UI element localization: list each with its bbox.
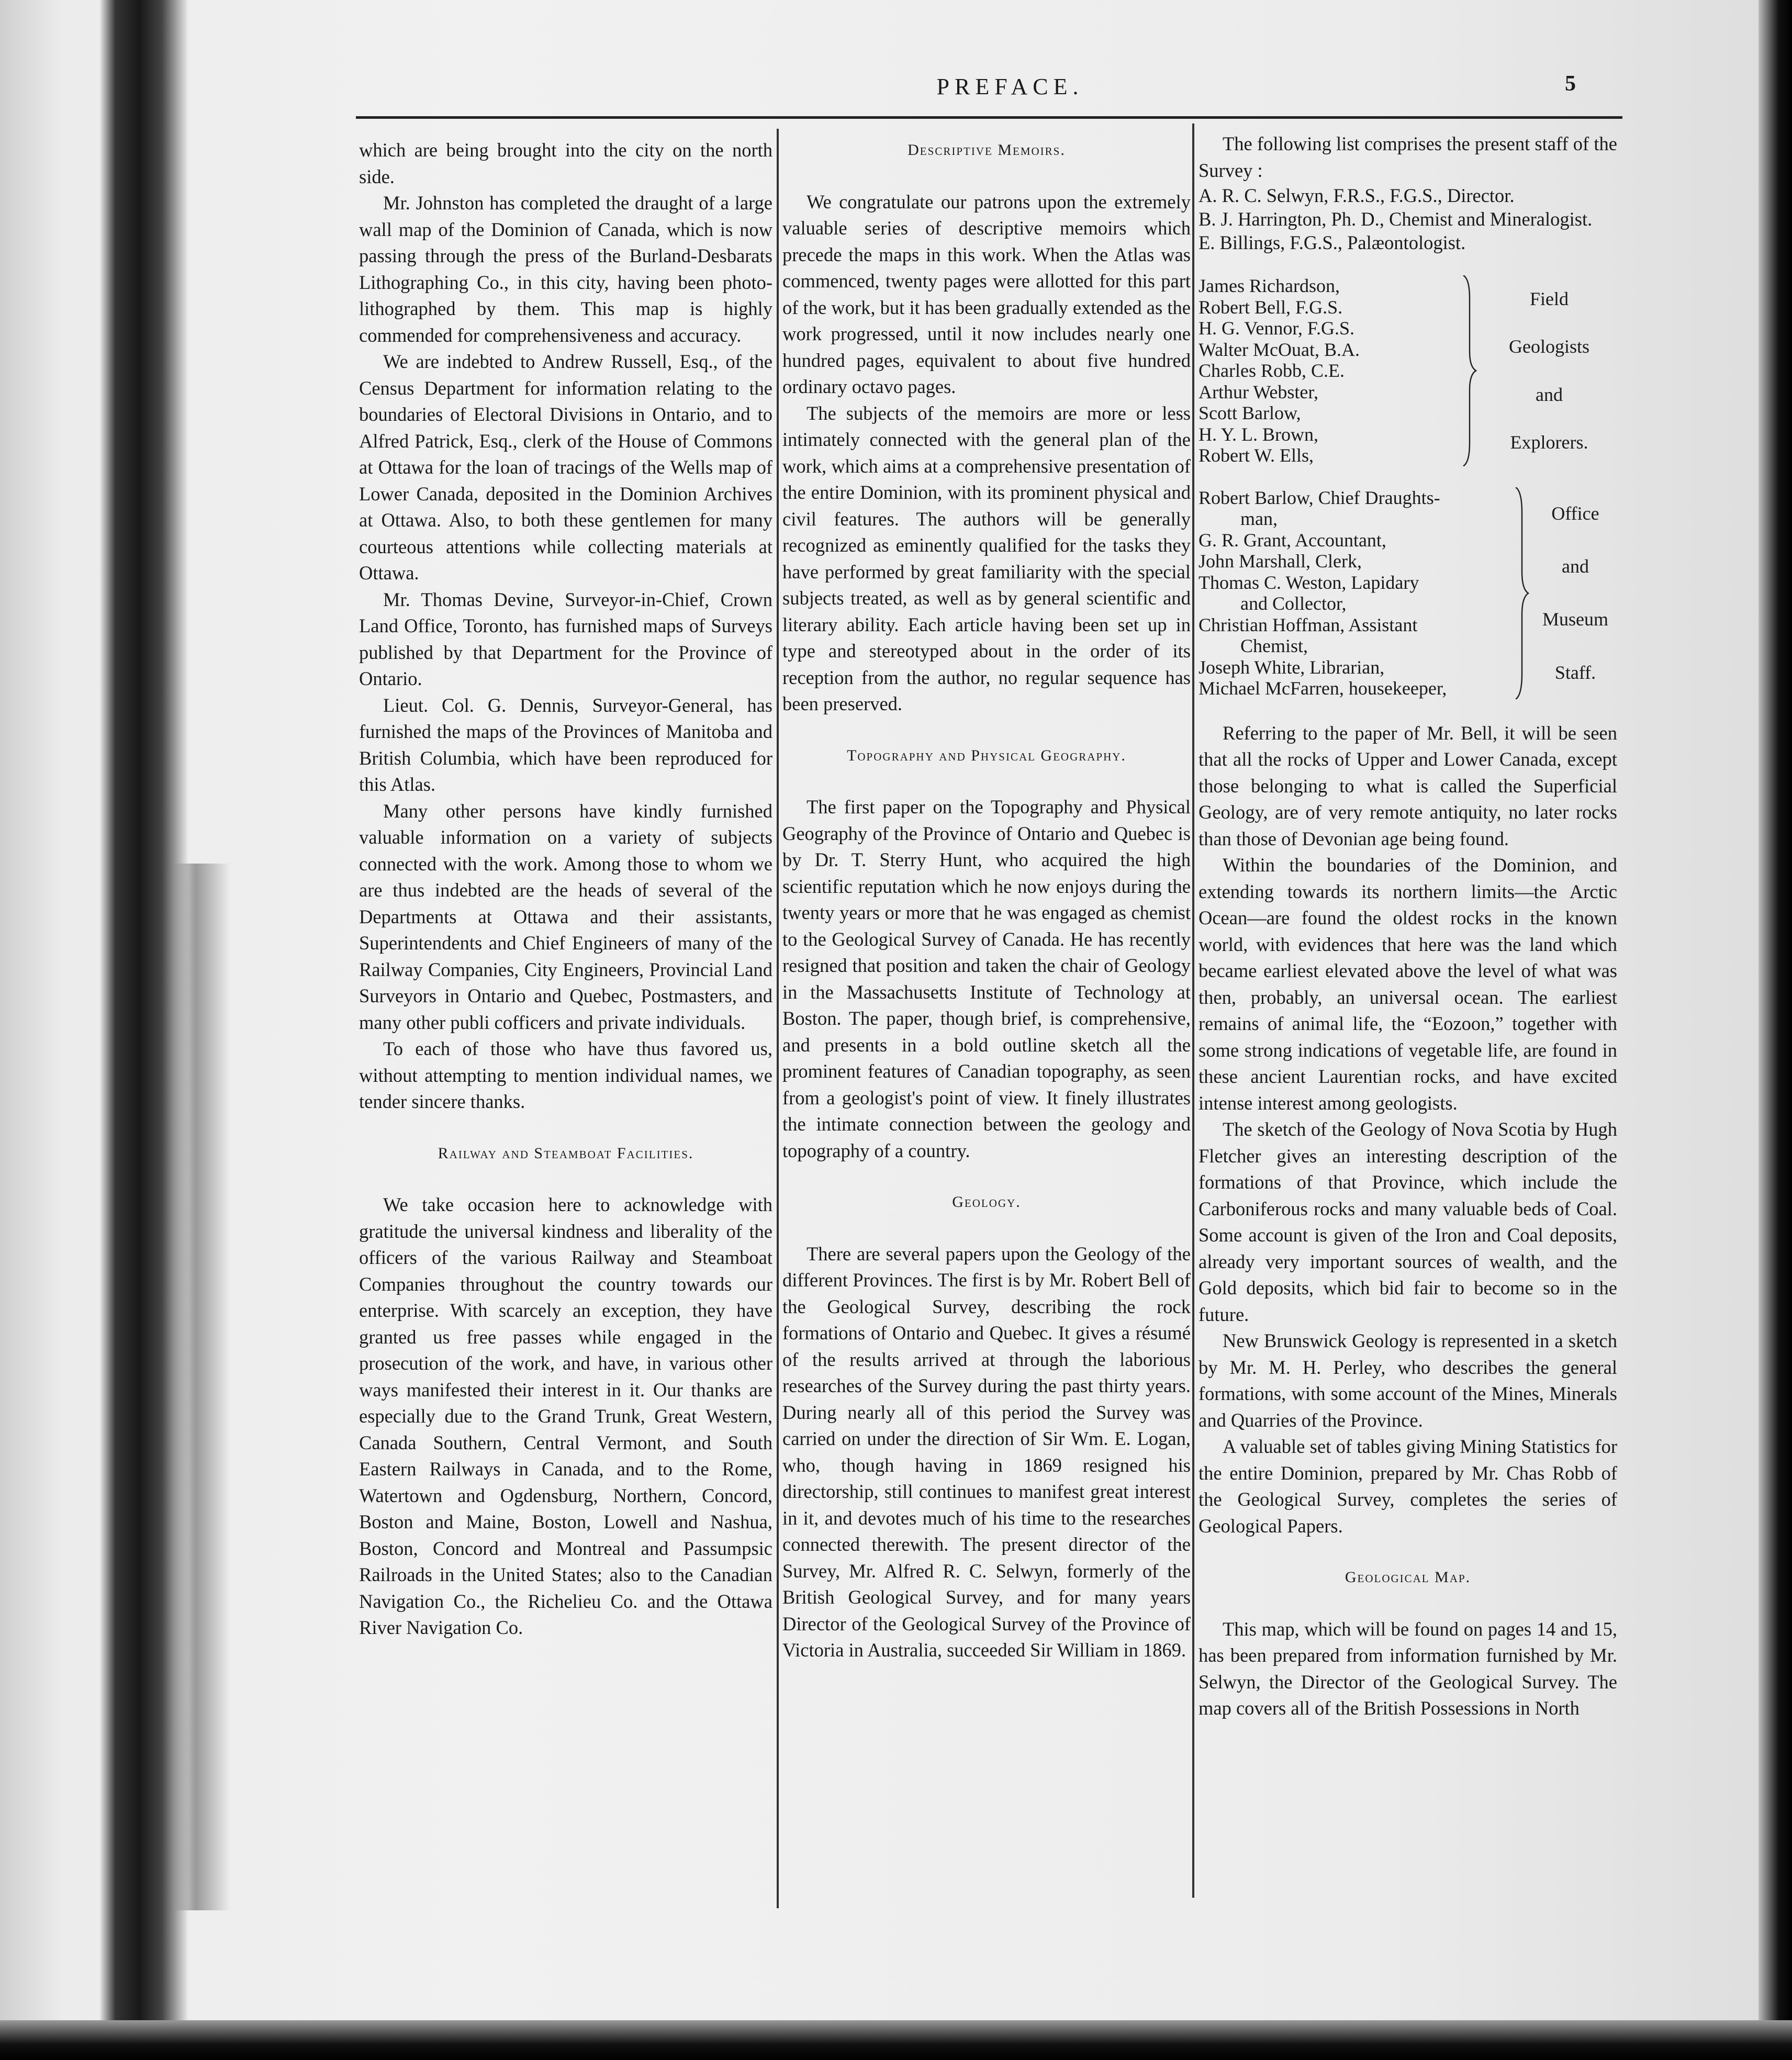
brace-icon xyxy=(1460,275,1481,466)
office-names xyxy=(1199,487,1513,699)
column-rule-2 xyxy=(1192,124,1194,1898)
column-left xyxy=(359,137,772,1641)
field-name: Robert W. Ells, xyxy=(1199,445,1314,466)
office-role xyxy=(1533,487,1617,699)
role-word: and xyxy=(1562,556,1589,577)
field-name: Walter McOuat, B.A. xyxy=(1199,339,1360,360)
staff-director: A. R. C. Selwyn, F.R.S., F.G.S., Director. xyxy=(1199,185,1515,206)
paragraph: New Brunswick Geology is represented in a sketch by Mr. M. H. Perley, who describes the general formations, with some account of the Mines, Minerals and Quarries of the Province. xyxy=(1199,1330,1617,1431)
office-name: man, xyxy=(1240,508,1278,529)
paragraph: Many other persons have kindly furnished valuable information on a variety of subjects connected with the work. Among those to whom we are thus indebted are the heads of several of the Departments at Ottawa and their assistants, Superintendents and Chief Engineers of many of the Railway Companies, City Engineers, Provincial Land Surveyors in Ontario and Quebec, Postmasters, and many other publi cofficers and private individuals. xyxy=(359,800,772,1033)
office-name: John Marshall, Clerk, xyxy=(1199,551,1362,572)
paragraph: There are several papers upon the Geology of the different Provinces. The first is by Mr. Robert Bell of the Geological Survey, describing the rock formations of Ontario and Quebec. It gives a résumé of the results arrived at through the laborious researches of the Survey during the past thirty years. During nearly all of this period the Survey was carried on under the direction of Sir Wm. E. Logan, who, though having in 1869 resigned his directorship, still continues to manifest great interest in it, and devotes much of his time to the researches connected therewith. The present director of the Survey, Mr. Alfred R. C. Selwyn, formerly of the British Geological Survey, and for many years Director of the Geological Survey of the Province of Victoria in Australia, succeeded Sir William in 1869. xyxy=(782,1242,1191,1661)
column-right xyxy=(1199,131,1617,1722)
field-names xyxy=(1199,275,1460,466)
column-middle xyxy=(782,137,1191,1664)
field-role xyxy=(1481,275,1617,466)
field-name: H. Y. L. Brown, xyxy=(1199,423,1319,445)
paragraph: which are being brought into the city on the north side. xyxy=(359,139,772,187)
paragraph: Mr. Johnston has completed the draught of a large wall map of the Dominion of Canada, which is now passing through the press of the Burland-Desbarats Lithographing Co., in this city, having been photo-lithographed by them. This map is highly commended for comprehensiveness and accuracy. xyxy=(359,192,772,346)
paragraph: Lieut. Col. G. Dennis, Surveyor-General, has furnished the maps of the Provinces of Manitoba and British Columbia, which have been reproduced for this Atlas. xyxy=(359,694,772,795)
staff-chemist: B. J. Harrington, Ph. D., Chemist and Mineralogist. xyxy=(1199,208,1593,230)
section-heading-map: Geological Map. xyxy=(1345,1569,1471,1586)
section-heading-railway: Railway and Steamboat Facilities. xyxy=(438,1144,694,1162)
role-word: Staff. xyxy=(1554,662,1596,683)
role-word: Museum xyxy=(1542,609,1608,630)
section-heading-geology: Geology. xyxy=(952,1193,1021,1211)
brace-icon xyxy=(1513,487,1533,699)
role-word: Geologists xyxy=(1508,336,1589,357)
role-word: Office xyxy=(1551,502,1599,524)
office-name: Joseph White, Librarian, xyxy=(1199,656,1385,678)
header-rule xyxy=(356,116,1622,119)
section-heading-topography: Topography and Physical Geography. xyxy=(847,746,1126,764)
paragraph: The sketch of the Geology of Nova Scotia by Hugh Fletcher gives an interesting description of the formations of that Province, which include the Carboniferous rocks and many valuable beds of Coal. Some account is given of the Iron and Coal deposits, already very important sources of wealth, and the Gold deposits, which bid fair to become so in the future. xyxy=(1199,1118,1617,1325)
paragraph: The subjects of the memoirs are more or less intimately connected with the general plan of the work, which aims at a comprehensive presentation of the entire Dominion, with its prominent physical and civil features. The authors will be generally recognized as eminently qualified for the tasks they have performed by great familiarity with the special subjects treated, as well as by general scientific and literary ability. Each article having been set up in type and stereotyped about in the order of its reception from the author, no regular sequence has been preserved. xyxy=(782,402,1191,714)
field-name: Scott Barlow, xyxy=(1199,402,1301,423)
field-staff-list xyxy=(1199,275,1617,466)
office-name: G. R. Grant, Accountant, xyxy=(1199,529,1386,551)
office-name: Michael McFarren, housekeeper, xyxy=(1199,678,1447,699)
field-name: Arthur Webster, xyxy=(1199,381,1318,402)
role-word: Field xyxy=(1529,288,1569,310)
page-edge-bottom xyxy=(0,2020,1792,2060)
paragraph: The following list comprises the present staff of the Survey : xyxy=(1199,133,1617,181)
office-name: Robert Barlow, Chief Draughts- xyxy=(1199,487,1440,508)
field-name: James Richardson, xyxy=(1199,275,1340,296)
running-title: PREFACE. xyxy=(936,74,1084,99)
staff-palaeontologist: E. Billings, F.G.S., Palæontologist. xyxy=(1199,232,1466,253)
section-heading-memoirs: Descriptive Memoirs. xyxy=(908,141,1066,159)
role-word: and xyxy=(1536,384,1563,405)
paragraph: Within the boundaries of the Dominion, and extending towards its northern limits—the Arctic Ocean—are found the oldest rocks in the known world, with evidences that here was the land which became earliest elevated above the level of what was then, probably, an universal ocean. The earliest remains of animal life, the “Eozoon,” together with some strong indications of vegetable life, are found in these ancient Laurentian rocks, and have excited intense interest among geologists. xyxy=(1199,854,1617,1114)
role-word: Explorers. xyxy=(1510,431,1588,453)
office-staff-list xyxy=(1199,487,1617,699)
paragraph: We take occasion here to acknowledge with gratitude the universal kindness and liberality of the officers of the various Railway and Steamboat Companies throughout the country towards our enterprise. With scarcely an exception, they have granted us free passes while engaged in the prosecution of the work, and have, in various other ways manifested their interest in it. Our thanks are especially due to the Grand Trunk, Great Western, Canada Southern, Central Vermont, and South Eastern Railways in Canada, and to the Rome, Watertown and Ogdensburg, Northern, Concord, Boston and Maine, Boston, Lowell and Nashua, Boston, Concord and Montreal and Passumpsic Railroads in the United States; also to the Canadian Navigation Co., the Richelieu Co. and the Ottawa River Navigation Co. xyxy=(359,1194,772,1638)
paragraph: The first paper on the Topography and Physical Geography of the Province of Ontario and Quebec is by Dr. T. Sterry Hunt, who acquired the high scientific reputation which he now enjoys during the twenty years or more that he was engaged as chemist to the Geological Survey of Canada. He has recently resigned that position and taken the chair of Geology in the Massachusetts Institute of Technology at Boston. The paper, though brief, is comprehensive, and presents in a bold outline sketch all the prominent features of Canadian topography, as seen from a geologist's point of view. It finely illustrates the intimate connection between the geology and topography of a country. xyxy=(782,796,1191,1161)
page-edge-right xyxy=(1759,0,1792,2060)
paragraph: This map, which will be found on pages 14 and 15, has been prepared from information furnished by Mr. Selwyn, the Director of the Geological Survey. The map covers all of the British Possessions in North xyxy=(1199,1618,1617,1719)
office-name: Thomas C. Weston, Lapidary xyxy=(1199,572,1419,593)
paragraph: To each of those who have thus favored us, without attempting to mention individual names, we tender sincere thanks. xyxy=(359,1038,772,1112)
binding-shadow-soft xyxy=(173,864,230,1910)
paragraph: A valuable set of tables giving Mining Statistics for the entire Dominion, prepared by Mr. Chas Robb of the Geological Survey, completes the series of Geological Papers. xyxy=(1199,1436,1617,1537)
paragraph: Mr. Thomas Devine, Surveyor-in-Chief, Crown Land Office, Toronto, has furnished maps of Surveys published by that Department for the Province of Ontario. xyxy=(359,588,772,689)
office-name: Chemist, xyxy=(1240,635,1308,656)
paragraph: Referring to the paper of Mr. Bell, it will be seen that all the rocks of Upper and Lower Canada, except those belonging to what is called the Superficial Geology, are of very remote antiquity, no later rocks than those of Devonian age being found. xyxy=(1199,722,1617,849)
office-name: and Collector, xyxy=(1240,593,1347,614)
page-number: 5 xyxy=(1565,72,1576,96)
paragraph: We are indebted to Andrew Russell, Esq., of the Census Department for information relating to the boundaries of Electoral Divisions in Ontario, and to Alfred Patrick, Esq., clerk of the House of Commons at Ottawa for the loan of tracings of the Wells map of Lower Canada, deposited in the Dominion Archives at Ottawa. Also, to both these gentlemen for many courteous attentions while collecting materials at Ottawa. xyxy=(359,351,772,584)
field-name: H. G. Vennor, F.G.S. xyxy=(1199,318,1355,339)
field-name: Robert Bell, F.G.S. xyxy=(1199,296,1343,318)
field-name: Charles Robb, C.E. xyxy=(1199,360,1345,381)
office-name: Christian Hoffman, Assistant xyxy=(1199,614,1418,635)
column-rule-1 xyxy=(777,129,779,1908)
paragraph: We congratulate our patrons upon the extremely valuable series of descriptive memoirs which precede the maps in this work. When the Atlas was commenced, twenty pages were allotted for this part of the work, but it has been gradually extended as the work progressed, until it now includes nearly one hundred pages, equivalent to about five hundred ordinary octavo pages. xyxy=(782,191,1191,397)
